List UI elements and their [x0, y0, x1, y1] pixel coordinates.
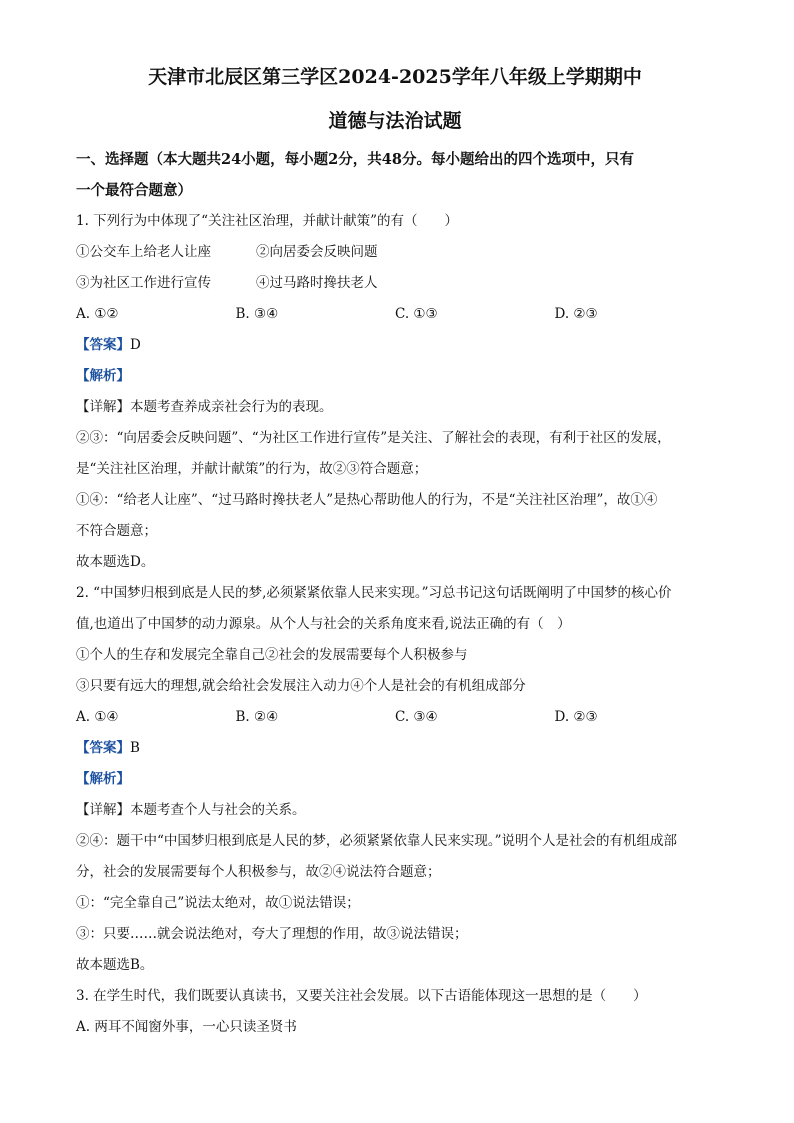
detail-text: 本题考查个人与社会的关系。	[130, 802, 306, 818]
q1-items-row1	[76, 237, 714, 268]
section-heading: 一、选择题（本大题共24小题，每小题2分，共48分。每小题给出的四个选项中，只有	[76, 151, 634, 168]
q1-answer	[76, 330, 714, 361]
q2-answer	[76, 733, 714, 764]
answer-value: B	[130, 740, 140, 756]
q2-detail	[76, 795, 714, 826]
q2-option-b: B. ②④	[235, 709, 279, 725]
q1-option-b: B. ③④	[235, 306, 279, 322]
q2-options	[76, 702, 714, 733]
q1-item: ①公交车上给老人让座	[76, 244, 211, 260]
answer-value: D	[130, 337, 141, 353]
section-heading-cont: 一个最符合题意）	[76, 182, 192, 199]
detail-text: 本题考查养成亲社会行为的表现。	[130, 399, 333, 415]
detail-tag: 【详解】	[76, 802, 130, 818]
q2-items-row1: ①个人的生存和发展完全靠自己②社会的发展需要每个人积极参与	[76, 647, 468, 663]
q2-explanation-cont: 分，社会的发展需要每个人积极参与，故②④说法符合题意；	[76, 864, 441, 880]
q1-items-row2	[76, 268, 714, 299]
q1-explanation: ①④：“给老人让座”、“过马路时搀扶老人”是热心帮助他人的行为，不是“关注社区治理”，故①④	[76, 492, 658, 508]
doc-subtitle: 道德与法治试题	[328, 110, 462, 132]
q2-items-row2: ③只要有远大的理想,就会给社会发展注入动力④个人是社会的有机组成部分	[76, 678, 526, 694]
q1-stem: 1. 下列行为中体现了“关注社区治理，并献计献策”的有（ ）	[76, 213, 458, 229]
q1-analysis-tag: 【解析】	[76, 368, 130, 384]
answer-tag: 【答案】	[76, 740, 130, 756]
doc-title: 天津市北辰区第三学区2024-2025学年八年级上学期期中	[148, 66, 642, 88]
q2-analysis-tag: 【解析】	[76, 771, 130, 787]
q1-option-c: C. ①③	[395, 306, 438, 322]
q1-options	[76, 299, 714, 330]
q3-stem: 3. 在学生时代，我们既要认真读书，又要关注社会发展。以下古语能体现这一思想的是（ ）	[76, 988, 647, 1004]
q3-option-a: A. 两耳不闻窗外事，一心只读圣贤书	[76, 1019, 297, 1035]
q1-explanation: ②③：“向居委会反映问题”、“为社区工作进行宣传”是关注、了解社会的表现，有利于社区的发展，	[76, 430, 671, 446]
q1-detail	[76, 392, 714, 423]
q2-explanation: ③：只要……就会说法绝对，夸大了理想的作用，故③说法错误；	[76, 926, 468, 942]
q2-explanation: ②④：题干中“中国梦归根到底是人民的梦，必须紧紧依靠人民来实现。”说明个人是社会的有机组成部	[76, 833, 678, 849]
detail-tag: 【详解】	[76, 399, 130, 415]
q2-stem: 2. “中国梦归根到底是人民的梦,必须紧紧依靠人民来实现。”习总书记这句话既阐明了中国梦的核心价	[76, 585, 672, 601]
q1-conclusion: 故本题选D。	[76, 554, 155, 570]
q2-stem-cont: 值,也道出了中国梦的动力源泉。从个人与社会的关系角度来看,说法正确的有（ ）	[76, 616, 571, 632]
answer-tag: 【答案】	[76, 337, 130, 353]
q1-explanation-cont: 是“关注社区治理，并献计献策”的行为，故②③符合题意；	[76, 461, 428, 477]
q2-option-c: C. ③④	[395, 709, 438, 725]
q2-explanation: ①：“完全靠自己”说法太绝对，故①说法错误；	[76, 895, 360, 911]
q1-item: ③为社区工作进行宣传	[76, 275, 211, 291]
q1-explanation-cont: 不符合题意；	[76, 523, 157, 539]
q1-option-a: A. ①②	[76, 306, 119, 322]
q1-item: ②向居委会反映问题	[256, 244, 378, 260]
q1-option-d: D. ②③	[554, 306, 598, 322]
q2-option-a: A. ①④	[76, 709, 119, 725]
q1-item: ④过马路时搀扶老人	[256, 275, 378, 291]
q2-conclusion: 故本题选B。	[76, 957, 154, 973]
q2-option-d: D. ②③	[554, 709, 598, 725]
